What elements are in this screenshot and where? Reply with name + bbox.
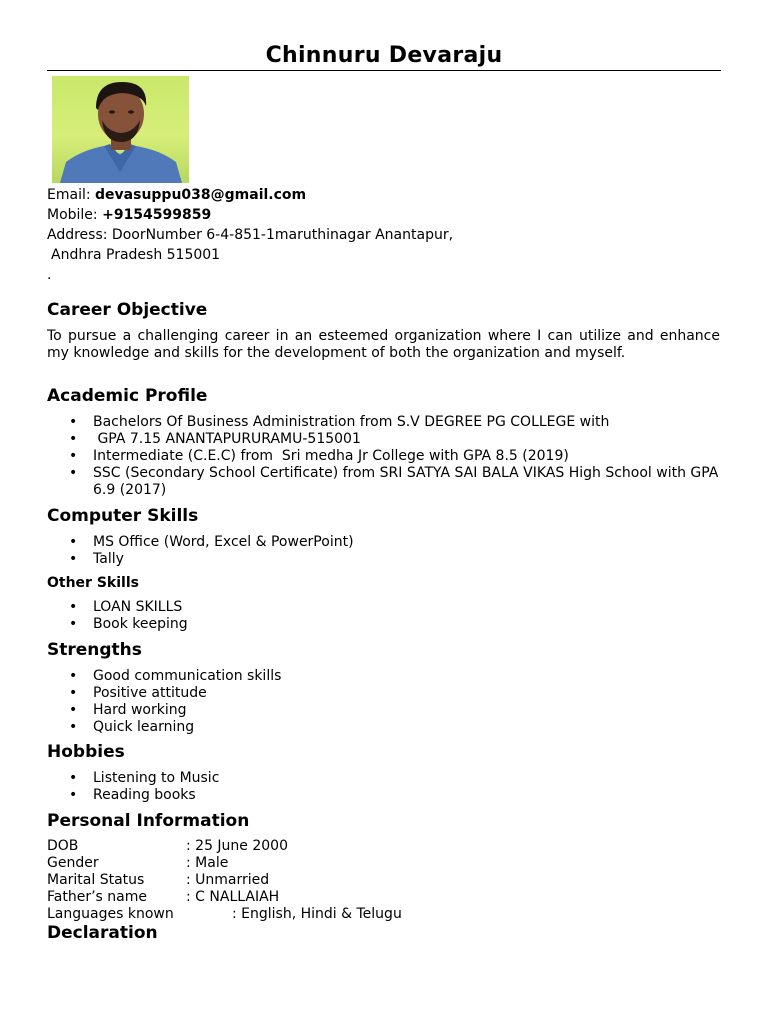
- personal-key: Marital Status: [47, 872, 145, 888]
- list-item: • Good communication skills: [47, 668, 721, 685]
- strengths-heading: Strengths: [47, 640, 142, 660]
- mobile-label: Mobile:: [47, 207, 103, 223]
- declaration-heading: Declaration: [47, 923, 158, 943]
- personal-key: Languages known: [47, 906, 174, 922]
- personal-key: Gender: [47, 855, 99, 871]
- computer-skills-list: [47, 534, 721, 568]
- career-objective-text: To pursue a challenging career in an esteemed organization where I can utilize and enhance my knowledge and skills for the development of both the organization and myself.: [47, 328, 720, 361]
- other-skills-list: [47, 599, 721, 633]
- list-item: • Book keeping: [47, 616, 721, 633]
- mobile-value: +9154599859: [102, 207, 212, 223]
- mobile-line: [47, 205, 453, 225]
- list-item: • Quick learning: [47, 719, 721, 736]
- personal-key: Father’s name: [47, 889, 147, 905]
- email-label: Email:: [47, 187, 96, 203]
- list-item: • MS Office (Word, Excel & PowerPoint): [47, 534, 721, 551]
- person-photo-icon: [52, 76, 189, 183]
- address-line-2: Andhra Pradesh 515001: [51, 247, 221, 263]
- personal-value: : English, Hindi & Telugu: [232, 906, 402, 922]
- email-value: devasuppu038@gmail.com: [95, 187, 307, 203]
- personal-value: : C NALLAIAH: [186, 889, 280, 905]
- profile-photo: [52, 76, 189, 183]
- career-objective-heading: Career Objective: [47, 300, 208, 320]
- computer-skills-heading: Computer Skills: [47, 506, 199, 526]
- contact-block: [47, 185, 453, 285]
- list-item: • Reading books: [47, 787, 721, 804]
- academic-list: [47, 414, 721, 499]
- personal-value: : Male: [186, 855, 229, 871]
- resume-title: Chinnuru Devaraju: [265, 43, 503, 68]
- other-skills-heading: Other Skills: [47, 575, 139, 591]
- list-item: • Tally: [47, 551, 721, 568]
- personal-value: : Unmarried: [186, 872, 270, 888]
- list-item: • SSC (Secondary School Certificate) from SRI SATYA SAI BALA VIKAS High School with GPA 6.9 (2017): [47, 465, 721, 499]
- list-item: • GPA 7.15 ANANTAPURURAMU-515001: [47, 431, 721, 448]
- list-item: • Intermediate (C.E.C) from Sri medha Jr College with GPA 8.5 (2019): [47, 448, 721, 465]
- address-line-1: Address: DoorNumber 6-4-851-1maruthinagar Anantapur,: [47, 227, 454, 243]
- academic-profile-heading: Academic Profile: [47, 386, 208, 406]
- strengths-list: [47, 668, 721, 736]
- list-item: • Bachelors Of Business Administration from S.V DEGREE PG COLLEGE with: [47, 414, 721, 431]
- personal-key: DOB: [47, 838, 79, 854]
- list-item: • Listening to Music: [47, 770, 721, 787]
- list-item: • Hard working: [47, 702, 721, 719]
- title-divider: [47, 70, 721, 71]
- contact-dot: .: [47, 267, 52, 283]
- list-item: • LOAN SKILLS: [47, 599, 721, 616]
- personal-value: : 25 June 2000: [186, 838, 288, 854]
- hobbies-heading: Hobbies: [47, 742, 125, 762]
- personal-information-heading: Personal Information: [47, 811, 250, 831]
- hobbies-list: [47, 770, 721, 804]
- email-line: [47, 185, 453, 205]
- list-item: • Positive attitude: [47, 685, 721, 702]
